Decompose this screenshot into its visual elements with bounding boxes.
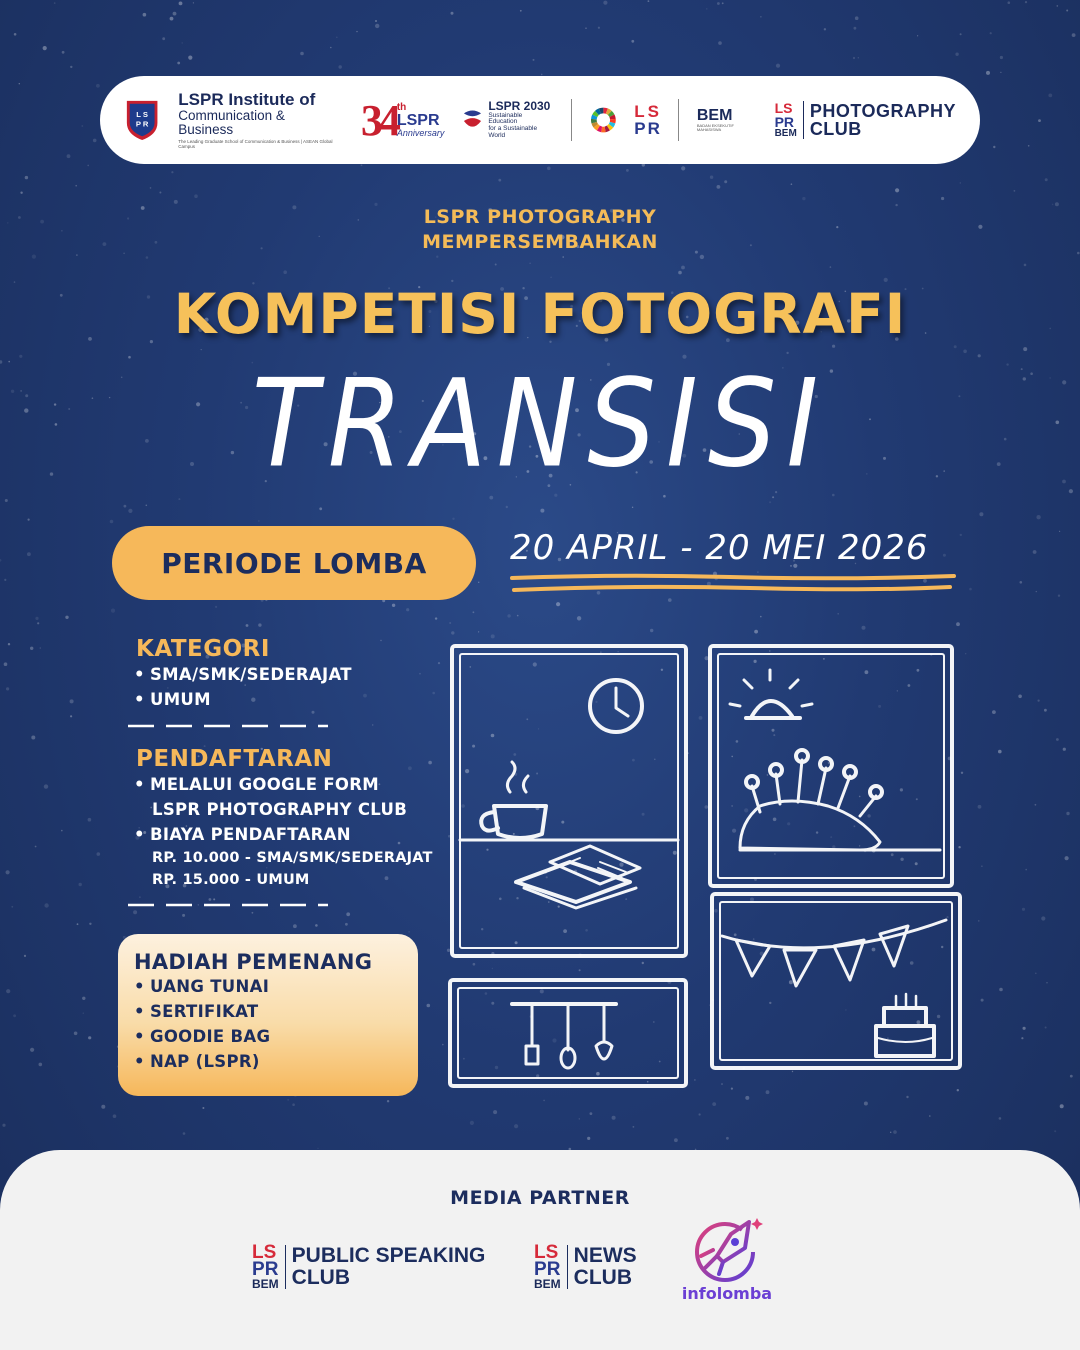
presents-line1: LSPR PHOTOGRAPHY <box>423 206 657 228</box>
list-item: • UANG TUNAI <box>134 974 402 999</box>
institute-name <box>178 91 343 150</box>
prize-item: NAP (LSPR) <box>150 1052 260 1071</box>
flowers-icon <box>740 750 940 850</box>
lspr2030-title: LSPR 2030 <box>488 99 551 114</box>
bem-logo <box>697 108 757 132</box>
institute-tagline: The Leading Graduate School of Communication & Business | ASEAN Global Campus <box>178 138 333 149</box>
list-item: • NAP (LSPR) <box>134 1049 402 1074</box>
cake-icon <box>876 994 934 1056</box>
institute-line1: LSPR Institute of <box>178 89 316 109</box>
partner-news-club <box>534 1244 637 1290</box>
list-item: • SMA/SMK/SEDERAJAT <box>134 662 448 687</box>
partner-public-speaking-club <box>252 1244 485 1290</box>
prize-item: UANG TUNAI <box>150 977 270 996</box>
list-item: • SERTIFIKAT <box>134 999 402 1024</box>
club-name-line2: CLUB <box>809 119 862 139</box>
partner2-line2: CLUB <box>573 1265 632 1289</box>
prize-item: SERTIFIKAT <box>150 1002 259 1021</box>
bunting-icon <box>722 920 946 986</box>
period-label: PERIODE LOMBA <box>112 526 476 600</box>
kategori-item: SMA/SMK/SEDERAJAT <box>150 665 352 684</box>
anniversary-number: 34 <box>360 95 397 145</box>
club-mark-r: R <box>783 114 795 130</box>
lspr-shield-icon <box>124 97 160 143</box>
lspr-mark <box>634 103 660 137</box>
window-sketch-illustration <box>440 636 970 1096</box>
rocket-icon <box>687 1212 767 1286</box>
partner-mark-p: P <box>252 1259 265 1281</box>
pendaftaran-item-cont: LSPR PHOTOGRAPHY CLUB <box>152 800 408 819</box>
hadiah-heading: HADIAH PEMENANG <box>134 950 373 974</box>
partner-mark-r: R <box>546 1259 561 1281</box>
club-mark-p: P <box>774 114 784 130</box>
divider <box>571 99 572 141</box>
partner2-line1: NEWS <box>573 1243 637 1267</box>
period-dates: 20 APRIL - 20 MEI 2026 <box>510 528 929 568</box>
theme-title: TRANSISI <box>251 354 829 495</box>
list-item: • GOODIE BAG <box>134 1024 402 1049</box>
partner-infolomba <box>676 1212 778 1303</box>
sdg-wheel-icon <box>590 106 617 134</box>
institute-line2: Communication & Business <box>178 107 285 137</box>
lspr-mark-l: L <box>634 102 645 121</box>
clock-icon <box>590 680 642 732</box>
window-frame <box>712 894 960 1068</box>
partner-mark-r: R <box>264 1259 279 1281</box>
partner-mark-s: S <box>545 1242 559 1263</box>
page-title: KOMPETISI FOTOGRAFI <box>173 282 907 346</box>
anniversary-logo <box>361 95 445 146</box>
window-frame <box>452 646 686 956</box>
svg-text:L S: L S <box>136 110 149 120</box>
period-underline <box>510 570 956 596</box>
fee-line: RP. 15.000 - UMUM <box>152 872 310 888</box>
bem-sub: BADAN EKSEKUTIF MAHASISWA <box>696 123 734 132</box>
info-column <box>128 636 448 925</box>
dashed-divider <box>128 720 328 732</box>
list-item: • MELALUI GOOGLE FORM <box>134 772 448 797</box>
lspr2030-sub2: for a Sustainable World <box>488 125 538 140</box>
list-item: • UMUM <box>134 687 448 712</box>
club-name-line1: PHOTOGRAPHY <box>809 101 956 121</box>
partner-mark-bem: BEM <box>252 1276 279 1291</box>
partner-mark-s: S <box>263 1242 277 1263</box>
media-partner-title: MEDIA PARTNER <box>450 1187 630 1209</box>
partner-mark-bem: BEM <box>534 1276 561 1291</box>
kategori-item: UMUM <box>150 690 211 709</box>
partner1-line1: PUBLIC SPEAKING <box>291 1243 486 1267</box>
book-icon <box>516 846 640 908</box>
logo-bar <box>100 76 980 164</box>
partner-mark-p: P <box>534 1259 547 1281</box>
divider <box>803 101 804 139</box>
lspr-mark-p: P <box>634 119 646 138</box>
partner-mark-l: L <box>534 1242 546 1263</box>
kitchen-utensils-icon <box>512 1004 616 1068</box>
prize-box <box>118 934 418 1096</box>
bem-title: BEM <box>696 107 733 124</box>
sun-icon <box>730 670 812 718</box>
fee-line: RP. 10.000 - SMA/SMK/SEDERAJAT <box>152 850 433 866</box>
club-mark-l: L <box>774 100 784 116</box>
presents-line2: MEMPERSEMBAHKAN <box>422 231 658 253</box>
svg-text:P R: P R <box>135 119 149 129</box>
club-mark-bem: BEM <box>774 128 797 139</box>
anniversary-word: Anniversary <box>396 127 445 138</box>
infolomba-label: infolomba <box>681 1284 773 1303</box>
list-item: • BIAYA PENDAFTARAN <box>134 822 448 847</box>
pendaftaran-heading: PENDAFTARAN <box>136 746 333 772</box>
club-mark-s: S <box>783 100 793 116</box>
pendaftaran-item: BIAYA PENDAFTARAN <box>150 825 351 844</box>
lspr-mark-r: R <box>647 119 660 138</box>
partner-mark-l: L <box>252 1242 264 1263</box>
photography-club-logo <box>775 101 956 139</box>
prize-item: GOODIE BAG <box>150 1027 271 1046</box>
anniversary-th: th <box>396 101 407 113</box>
dashed-divider <box>128 899 328 911</box>
coffee-cup-icon <box>481 762 546 838</box>
kategori-heading: KATEGORI <box>136 636 270 662</box>
lspr-mark-s: S <box>647 102 659 121</box>
lspr2030-sub1: Sustainable Education <box>488 111 523 126</box>
divider <box>678 99 679 141</box>
pendaftaran-item: MELALUI GOOGLE FORM <box>150 775 379 794</box>
anniversary-brand: LSPR <box>396 111 440 129</box>
lspr2030-icon <box>462 107 483 133</box>
lspr2030-logo <box>462 100 552 140</box>
partner1-line2: CLUB <box>291 1265 350 1289</box>
